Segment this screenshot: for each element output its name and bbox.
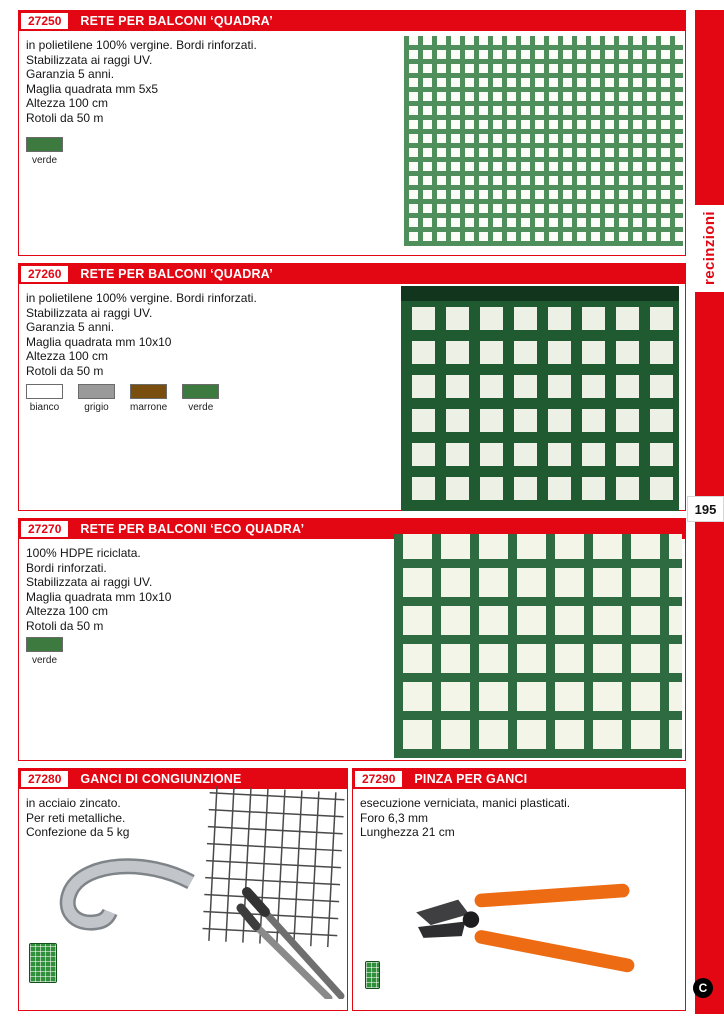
description-line: Altezza 100 cm — [26, 604, 109, 618]
color-swatch — [26, 637, 63, 652]
description-line: Bordi rinforzati. — [26, 560, 107, 575]
color-options — [26, 137, 63, 166]
description-line: in acciaio zincato. — [26, 796, 121, 810]
description-line: Maglia quadrata mm 10x10 — [26, 589, 172, 604]
product-section-27290 — [352, 768, 686, 1011]
description-line: esecuzione verniciata, manici plasticati. — [360, 796, 571, 810]
product-description — [26, 291, 257, 378]
product-title: PINZA PER GANCI — [414, 772, 528, 786]
product-section-27260 — [18, 263, 686, 511]
product-code: 27250 — [21, 13, 68, 29]
product-photo-mesh — [404, 36, 683, 246]
section-header — [19, 11, 685, 31]
description-line: Confezione da 5 kg — [26, 825, 130, 839]
color-option — [182, 384, 219, 413]
description-line: Garanzia 5 anni. — [26, 320, 115, 334]
color-swatch — [78, 384, 115, 399]
description-line: Stabilizzata ai raggi UV. — [26, 305, 153, 320]
color-swatch — [130, 384, 167, 399]
product-photo-mesh — [394, 534, 682, 758]
description-line: Maglia quadrata mm 5x5 — [26, 81, 159, 96]
product-description — [26, 796, 129, 840]
color-options — [26, 384, 219, 413]
product-photo-mesh — [401, 286, 679, 511]
color-swatch-label: bianco — [29, 402, 60, 413]
description-line: Garanzia 5 anni. — [26, 67, 115, 81]
color-option — [26, 137, 63, 166]
product-section-27270 — [18, 518, 686, 761]
color-swatch — [26, 137, 63, 152]
description-line: Per reti metalliche. — [26, 810, 126, 825]
category-label: recinzioni — [701, 211, 718, 286]
color-options — [26, 637, 63, 666]
color-option — [26, 384, 63, 413]
color-swatch-label: marrone — [130, 402, 168, 413]
product-section-27250 — [18, 10, 686, 256]
page-number: 195 — [694, 501, 717, 517]
color-swatch-label: grigio — [84, 402, 109, 413]
color-swatch-label: verde — [188, 402, 214, 413]
color-option — [130, 384, 167, 413]
description-line: in polietilene 100% vergine. Bordi rinforzati. — [26, 38, 257, 52]
description-line: Foro 6,3 mm — [360, 810, 429, 825]
product-title: RETE PER BALCONI ‘ECO QUADRA’ — [80, 522, 305, 536]
product-title: GANCI DI CONGIUNZIONE — [80, 772, 242, 786]
product-code: 27260 — [21, 266, 68, 282]
description-line: in polietilene 100% vergine. Bordi rinforzati. — [26, 291, 257, 305]
product-box-icon — [365, 961, 380, 989]
page-number-box — [687, 496, 724, 522]
description-line: Rotoli da 50 m — [26, 110, 104, 125]
description-line: Altezza 100 cm — [26, 96, 109, 110]
color-swatch — [26, 384, 63, 399]
pliers-photo — [393, 874, 653, 979]
description-line: Rotoli da 50 m — [26, 618, 104, 633]
product-code: 27280 — [21, 771, 68, 787]
color-swatch — [182, 384, 219, 399]
description-line: Stabilizzata ai raggi UV. — [26, 52, 153, 67]
product-section-27280 — [18, 768, 348, 1011]
wire-mesh-and-pliers-photo — [201, 784, 347, 999]
product-description — [26, 38, 257, 125]
color-swatch-label: verde — [31, 155, 57, 166]
product-title: RETE PER BALCONI ‘QUADRA’ — [80, 267, 273, 281]
product-description — [26, 546, 171, 633]
description-line: Rotoli da 50 m — [26, 363, 104, 378]
section-header — [353, 769, 685, 789]
description-line: Maglia quadrata mm 10x10 — [26, 334, 172, 349]
section-header — [19, 264, 685, 284]
color-option — [78, 384, 115, 413]
product-box-icon — [29, 943, 57, 983]
color-swatch-label: verde — [31, 655, 57, 666]
category-label-box — [695, 205, 724, 292]
publisher-logo: C — [693, 978, 713, 998]
mesh-roll-edge — [401, 286, 679, 301]
color-option — [26, 637, 63, 666]
description-line: 100% HDPE riciclata. — [26, 546, 141, 560]
product-code: 27270 — [21, 521, 68, 537]
description-line: Lunghezza 21 cm — [360, 825, 455, 839]
description-line: Stabilizzata ai raggi UV. — [26, 575, 153, 589]
steel-hook-photo — [51, 856, 201, 936]
product-description — [360, 796, 570, 840]
description-line: Altezza 100 cm — [26, 349, 109, 363]
product-title: RETE PER BALCONI ‘QUADRA’ — [80, 14, 273, 28]
product-code: 27290 — [355, 771, 402, 787]
